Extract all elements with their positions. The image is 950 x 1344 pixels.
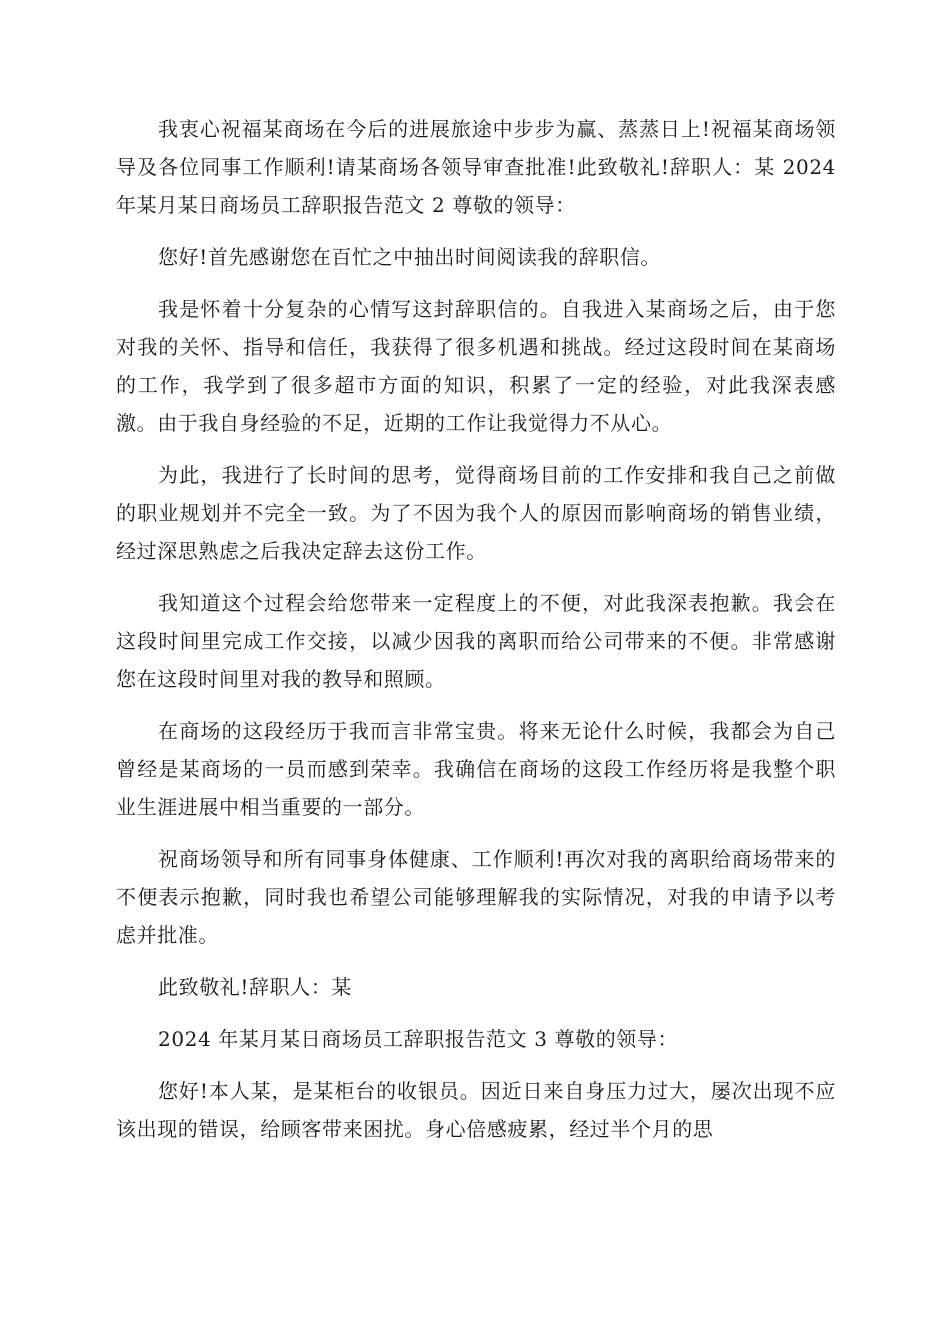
paragraph-1: 我衷心祝福某商场在今后的进展旅途中步步为赢、蒸蒸日上!祝福某商场领导及各位同事工作顺利!请某商场各领导审查批准!此致敬礼!辞职人：某 2024 年某月某日商场员工辞职报告范文 2 尊敬的领导： [116, 117, 836, 217]
paragraph-7: 祝商场领导和所有同事身体健康、工作顺利!再次对我的离职给商场带来的不便表示抱歉，同时我也希望公司能够理解我的实际情况，对我的申请予以考虑并批准。 [116, 847, 836, 947]
paragraph-4: 为此，我进行了长时间的思考，觉得商场目前的工作安排和我自己之前做的职业规划并不完全一致。为了不因为我个人的原因而影响商场的销售业绩，经过深思熟虑之后我决定辞去这份工作。 [116, 463, 836, 563]
document-body [116, 110, 836, 1162]
paragraph-6: 在商场的这段经历于我而言非常宝贵。将来无论什么时候，我都会为自己曾经是某商场的一员而感到荣幸。我确信在商场的这段工作经历将是我整个职业生涯进展中相当重要的一部分。 [116, 719, 836, 819]
paragraph-9: 2024 年某月某日商场员工辞职报告范文 3 尊敬的领导： [158, 1027, 679, 1051]
paragraph-10: 您好!本人某，是某柜台的收银员。因近日来自身压力过大，屡次出现不应该出现的错误，给顾客带来困扰。身心倍感疲累，经过半个月的思 [116, 1079, 836, 1141]
paragraph-5: 我知道这个过程会给您带来一定程度上的不便，对此我深表抱歉。我会在这段时间里完成工作交接，以减少因我的离职而给公司带来的不便。非常感谢您在这段时间里对我的教导和照顾。 [116, 591, 836, 691]
paragraph-2: 您好!首先感谢您在百忙之中抽出时间阅读我的辞职信。 [158, 245, 662, 269]
paragraph-8: 此致敬礼!辞职人：某 [158, 975, 353, 999]
paragraph-3: 我是怀着十分复杂的心情写这封辞职信的。自我进入某商场之后，由于您对我的关怀、指导和信任，我获得了很多机遇和挑战。经过这段时间在某商场的工作，我学到了很多超市方面的知识，积累了一定的经验，对此我深表感激。由于我自身经验的不足，近期的工作让我觉得力不从心。 [116, 297, 836, 435]
